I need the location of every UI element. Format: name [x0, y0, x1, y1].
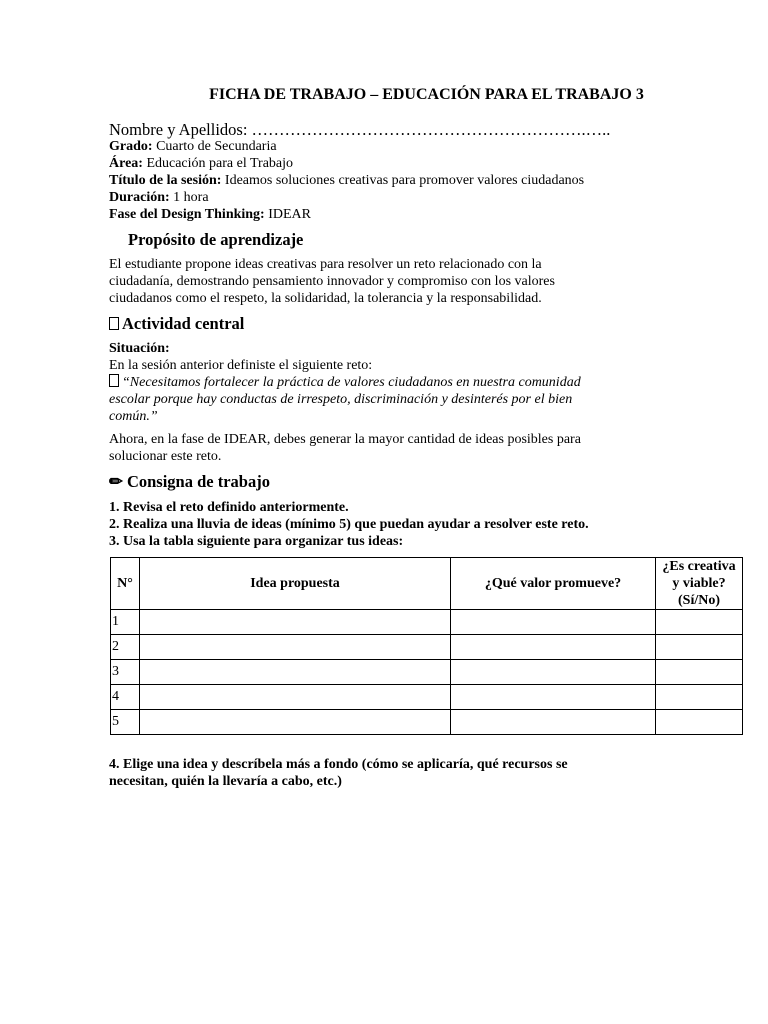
pencil-icon: ✏: [109, 472, 123, 491]
actividad-heading: Actividad central: [109, 314, 244, 334]
info-area: Área: Educación para el Trabajo: [109, 156, 294, 171]
row-number: 5: [111, 710, 140, 735]
info-titulo: Título de la sesión: Ideamos soluciones creativas para promover valores ciudadanos: [109, 173, 585, 188]
col-header-num: N°: [111, 558, 140, 610]
table-row: [111, 635, 743, 660]
idea-cell[interactable]: [140, 685, 451, 710]
missing-glyph-icon: [109, 317, 119, 330]
table-row: [111, 660, 743, 685]
idea-cell[interactable]: [140, 710, 451, 735]
list-item: 1. Revisa el reto definido anteriormente.: [109, 500, 349, 515]
valor-cell[interactable]: [451, 685, 656, 710]
table-row: [111, 685, 743, 710]
row-number: 4: [111, 685, 140, 710]
creativa-cell[interactable]: [656, 685, 743, 710]
valor-cell[interactable]: [451, 635, 656, 660]
row-number: 1: [111, 610, 140, 635]
col-header-idea: Idea propuesta: [140, 558, 451, 610]
idear-instruction: Ahora, en la fase de IDEAR, debes generar la mayor cantidad de ideas posibles para solucionar este reto.: [109, 432, 581, 464]
col-header-valor: ¿Qué valor promueve?: [451, 558, 656, 610]
table-row: [111, 610, 743, 635]
list-item: 3. Usa la tabla siguiente para organizar tus ideas:: [109, 534, 404, 549]
idea-cell[interactable]: [140, 610, 451, 635]
ideas-table: [110, 557, 743, 735]
consigna-steps: [109, 499, 589, 550]
list-item: 2. Realiza una lluvia de ideas (mínimo 5) que puedan ayudar a resolver este reto.: [109, 517, 589, 532]
info-grado: Grado: Cuarto de Secundaria: [109, 139, 277, 154]
situacion-block: Situación: En la sesión anterior definiste el siguiente reto: “Necesitamos fortalecer la práctica de valores ciudadanos en nuestra comunidad escolar porque hay conductas de irrespeto, discriminación y desinterés por el bien común.”: [109, 340, 649, 425]
consigna-heading: ✏ Consigna de trabajo: [109, 472, 270, 491]
session-info: [109, 138, 584, 223]
step-4-instruction: 4. Elige una idea y descríbela más a fondo (cómo se aplicaría, qué recursos se necesitan, quién la llevaría a cabo, etc.): [109, 757, 568, 789]
info-fase: Fase del Design Thinking: IDEAR: [109, 207, 312, 222]
document-title: FICHA DE TRABAJO – EDUCACIÓN PARA EL TRABAJO 3: [209, 86, 644, 103]
table-header-row: [111, 558, 743, 610]
table-row: [111, 710, 743, 735]
row-number: 3: [111, 660, 140, 685]
situacion-label: Situación:: [109, 341, 170, 356]
idea-cell[interactable]: [140, 635, 451, 660]
situacion-intro: En la sesión anterior definiste el siguiente reto:: [109, 358, 373, 373]
proposito-text: El estudiante propone ideas creativas para resolver un reto relacionado con la ciudadanía, demostrando pensamiento innovador y compromiso con los valores ciudadanos como el respeto, la solidaridad, la tolerancia y la responsabilidad.: [109, 257, 555, 306]
idea-cell[interactable]: [140, 660, 451, 685]
reto-quote: “Necesitamos fortalecer la práctica de valores ciudadanos en nuestra comunidad: [109, 374, 649, 391]
row-number: 2: [111, 635, 140, 660]
name-field-line: Nombre y Apellidos: …………………………………………………….…..: [109, 120, 611, 139]
proposito-heading: Propósito de aprendizaje: [128, 230, 304, 249]
valor-cell[interactable]: [451, 660, 656, 685]
valor-cell[interactable]: [451, 610, 656, 635]
creativa-cell[interactable]: [656, 610, 743, 635]
valor-cell[interactable]: [451, 710, 656, 735]
creativa-cell[interactable]: [656, 660, 743, 685]
creativa-cell[interactable]: [656, 635, 743, 660]
col-header-creativa: ¿Es creativa y viable? (Sí/No): [656, 558, 743, 610]
missing-glyph-icon: [109, 374, 119, 387]
info-duracion: Duración: 1 hora: [109, 190, 209, 205]
creativa-cell[interactable]: [656, 710, 743, 735]
